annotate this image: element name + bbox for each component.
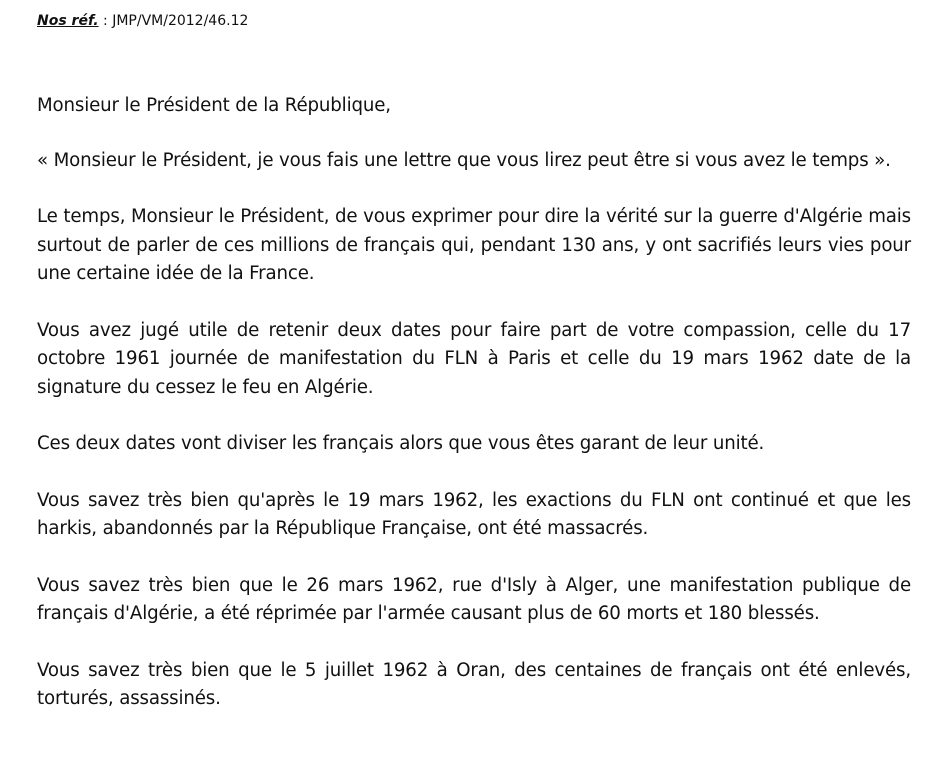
paragraph-harkis: Vous savez très bien qu'après le 19 mars 1962, les exactions du FLN ont continué et que les harkis, abandonnés par la République Française, ont été massacrés. bbox=[37, 489, 911, 539]
salutation: Monsieur le Président de la République, bbox=[37, 95, 391, 116]
reference-line bbox=[37, 12, 248, 30]
letter-body bbox=[37, 92, 911, 742]
paragraph-isly: Vous savez très bien que le 26 mars 1962, rue d'Isly à Alger, une manifestation publique de français d'Algérie, a été réprimée par l'armée causant plus de 60 morts et 180 blessés. bbox=[37, 574, 911, 624]
reference-label: Nos réf. bbox=[37, 13, 99, 29]
reference-separator: : bbox=[98, 13, 113, 29]
paragraph-truth: Le temps, Monsieur le Président, de vous exprimer pour dire la vérité sur la guerre d'Algérie mais surtout de parler de ces millions de français qui, pendant 130 ans, y ont sacrifiés leurs vies pour une certaine idée de la France. bbox=[37, 206, 911, 284]
paragraph-dates: Vous avez jugé utile de retenir deux dates pour faire part de votre compassion, celle du 17 octobre 1961 journée de manifestation du FLN à Paris et celle du 19 mars 1962 date de la signature du cessez le feu en Algérie. bbox=[37, 319, 911, 398]
reference-value: JMP/VM/2012/46.12 bbox=[112, 13, 249, 29]
paragraph-division: Ces deux dates vont diviser les français alors que vous êtes garant de leur unité. bbox=[37, 433, 765, 454]
paragraph-oran: Vous savez très bien que le 5 juillet 1962 à Oran, des centaines de français ont été enlevés, torturés, assassinés. bbox=[37, 659, 911, 709]
paragraph-quote: « Monsieur le Président, je vous fais une lettre que vous lirez peut être si vous avez le temps ». bbox=[37, 149, 891, 171]
